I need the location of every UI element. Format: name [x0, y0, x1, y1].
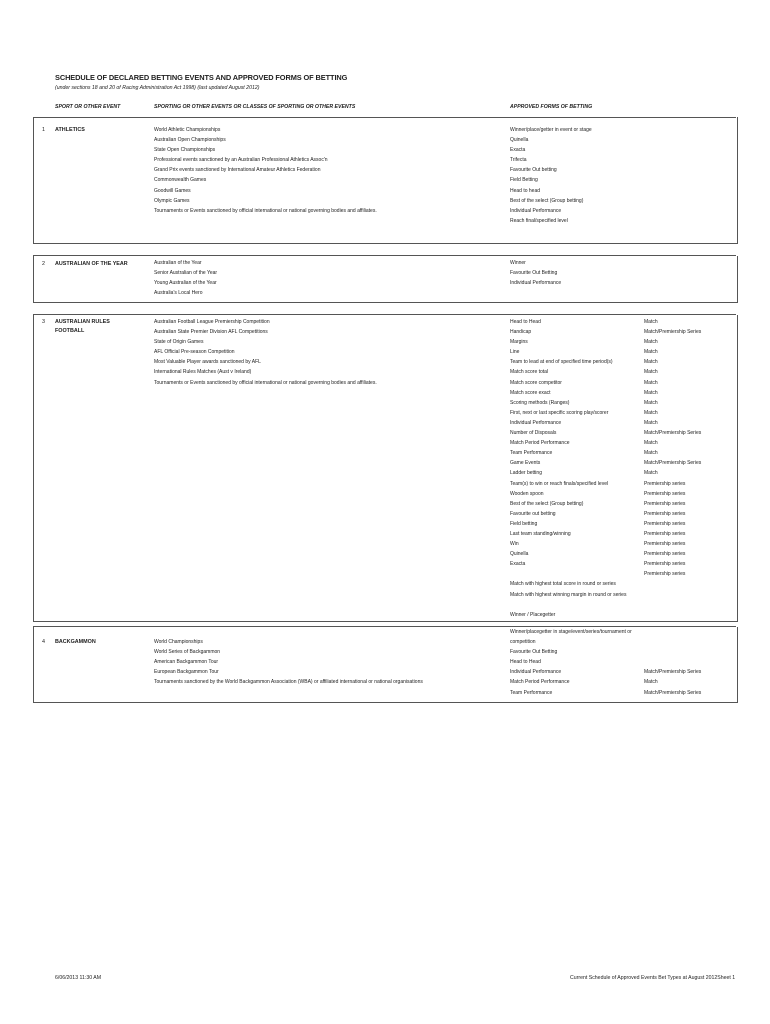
section-events: Australian Football League Premiership Competition Australian State Premier Division AFL Competitions State of Origin Games AFL Official Pre-season Competition Most Valuable Player awards sanctioned by AFL International Rules Matches (Aust v Ireland) Tournaments or Events sanctioned by official international or national governing bodies and affiliates.	[154, 319, 377, 386]
header-forms: APPROVED FORMS OF BETTING	[510, 104, 593, 110]
section-forms: Winner Favourite Out Betting Individual Performance	[510, 260, 562, 287]
section-sport: ATHLETICS	[55, 127, 85, 133]
page-title: SCHEDULE OF DECLARED BETTING EVENTS AND APPROVED FORMS OF BETTING	[55, 73, 348, 82]
section-forms: Winner/place/getter in event or stage Quinella Exacta Trifecta Favourite Out betting Field Betting Head to head Best of the select (Group betting) Individual Performance Reach final/specified level	[510, 127, 592, 224]
section-box	[33, 315, 738, 622]
section-events: World Championships World Series of Backgammon American Backgammon Tour European Backgammon Tour Tournaments sanctioned by the World Backgammon Association (WBA) or affiliated international or national organisations	[154, 639, 423, 686]
section-number: 2	[42, 261, 45, 267]
section-number: 1	[42, 127, 45, 133]
header-events: SPORTING OR OTHER EVENTS OR CLASSES OF SPORTING OR OTHER EVENTS	[154, 104, 356, 110]
footer-timestamp: 6/06/2013 11:30 AM	[55, 975, 102, 981]
section-events: Australian of the Year Senior Australian of the Year Young Australian of the Year Australia's Local Hero	[154, 260, 218, 297]
section-forms-scope: Match Match/Premiership Series Match Match Match Match Match Match Match Match Match Match/Premiership Series Match Match Match/Premiership Series Match Premiership series Premiership series Premiership series Premiership series Premiership series Premiership series Premiership series Premiership series Premiership series Premiership series	[644, 319, 702, 578]
section-events: World Athletic Championships Australian Open Championships State Open Championships Professional events sanctioned by an Australian Professional Athletics Assoc'n Grand Prix events sanctioned by International Amateur Athletics Federation Commonwealth Games Goodwill Games Olympic Games Tournaments or Events sanctioned by official international or national governing bodies and affiliates.	[154, 127, 377, 214]
section-forms-scope: Match/Premiership Series Match Match/Premiership Series	[644, 669, 702, 696]
section-box	[33, 117, 738, 244]
page-subtitle: (under sections 18 and 20 of Racing Administration Act 1998) (last updated August 2012)	[55, 85, 260, 91]
section-sport: BACKGAMMON	[55, 639, 96, 645]
footer-sheet-info: Current Schedule of Approved Events Bet Types at August 2012Sheet 1	[570, 975, 736, 981]
section-number: 4	[42, 639, 45, 645]
section-forms: Head to Head Handicap Margins Line Team to lead at end of specified time period(s) Match score total Match score competitor Match score exact Scoring methods (Ranges) First, next or last specific scoring play/scorer Individual Performance Number of Disposals Match Period Performance Team Performance Game Events Ladder betting Team(s) to win or reach finals/specified level Wooden spoon Best of the select (Group betting) Favourite out betting Field betting Last team standing/winning Win Quinella Exacta Match with highest total score in round or series Match with highest winning margin in round or series Winner / Placegetter	[510, 319, 627, 618]
section-forms: Winner/placegetter in stage/event/series/tournament or competition Favourite Out Betting Head to Head Individual Performance Match Period Performance Team Performance	[510, 629, 632, 696]
section-number: 3	[42, 319, 45, 325]
header-sport: SPORT OR OTHER EVENT	[55, 104, 121, 110]
section-sport: AUSTRALIAN OF THE YEAR	[55, 261, 128, 267]
section-sport: AUSTRALIAN RULES FOOTBALL	[55, 319, 110, 334]
